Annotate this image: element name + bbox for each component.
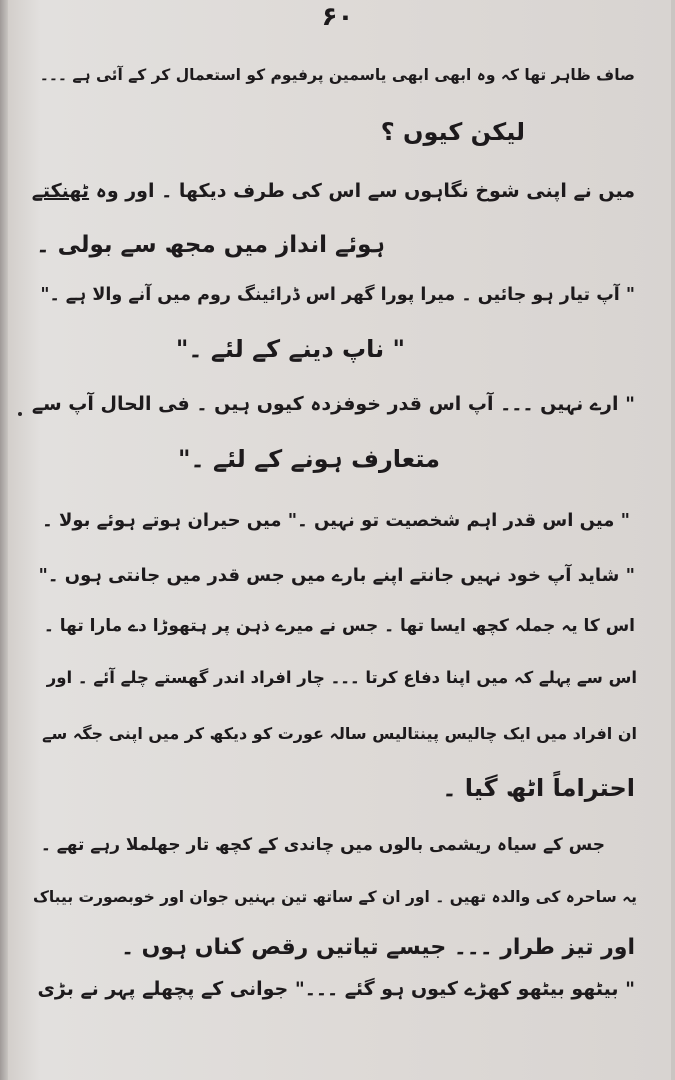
- text-line-3-main: میں نے اپنی شوخ نگاہوں سے اس کی طرف دیکھا ۔ اور وہ: [95, 180, 635, 202]
- text-line-5: " آپ تیار ہو جائیں ۔ میرا پورا گھر اس ڈرائینگ روم میں آنے والا ہے ۔": [40, 285, 635, 305]
- text-line-15: جس کے سیاہ ریشمی بالوں میں چاندی کے کچھ تار جھلملا رہے تھے ۔: [40, 835, 605, 855]
- text-line-2: لیکن کیوں ؟: [380, 118, 525, 146]
- text-line-9: " میں اس قدر اہم شخصیت تو نہیں ۔" میں حیران ہوتے ہوئے بولا ۔: [42, 510, 630, 531]
- text-line-3: [32, 180, 635, 203]
- text-line-18: " بیٹھو بیٹھو کھڑے کیوں ہو گئے ۔۔۔" جوانی کے پچھلے پہر نے بڑی: [37, 978, 635, 1000]
- text-line-10: " شاید آپ خود نہیں جانتے اپنے بارے میں جس قدر میں جانتی ہوں ۔": [38, 565, 635, 586]
- underlined-word: ٹھنکتے: [31, 180, 90, 202]
- page-right-edge: [671, 0, 675, 1080]
- text-line-1: صاف ظاہر تھا کہ وہ ابھی ابھی یاسمین پرفیوم کو استعمال کر کے آئی ہے ۔۔۔: [39, 66, 635, 84]
- text-line-13: ان افراد میں ایک چالیس پینتالیس سالہ عورت کو دیکھ کر میں اپنی جگہ سے: [42, 724, 637, 743]
- text-line-7: " ارے نہیں ۔۔۔ آپ اس قدر خوفزدہ کیوں ہیں ۔ فی الحال آپ سے: [31, 393, 635, 415]
- page-left-edge-shadow: [0, 0, 8, 1080]
- text-line-6: " ناپ دینے کے لئے ۔": [175, 335, 405, 363]
- page-number: ۶۰: [321, 2, 354, 32]
- text-line-16: یہ ساحرہ کی والدہ تھیں ۔ اور ان کے ساتھ تین بہنیں جوان اور خوبصورت بیباک: [32, 888, 637, 906]
- ink-speck: [18, 412, 22, 416]
- text-line-12: اس سے پہلے کہ میں اپنا دفاع کرتا ۔۔۔ چار افراد اندر گھستے چلے آئے ۔ اور: [46, 668, 637, 687]
- text-line-17: اور تیز طرار ۔۔۔ جیسے تیاتیں رقص کناں ہوں ۔: [121, 935, 635, 960]
- text-line-14: احتراماً اٹھ گیا ۔: [442, 774, 635, 802]
- text-line-8: متعارف ہونے کے لئے ۔": [178, 445, 440, 473]
- text-line-11: اس کا یہ جملہ کچھ ایسا تھا ۔ جس نے میرے ذہن پر ہتھوڑا دے مارا تھا ۔: [43, 616, 635, 636]
- text-line-4: ہوئے انداز میں مجھ سے بولی ۔: [36, 232, 385, 258]
